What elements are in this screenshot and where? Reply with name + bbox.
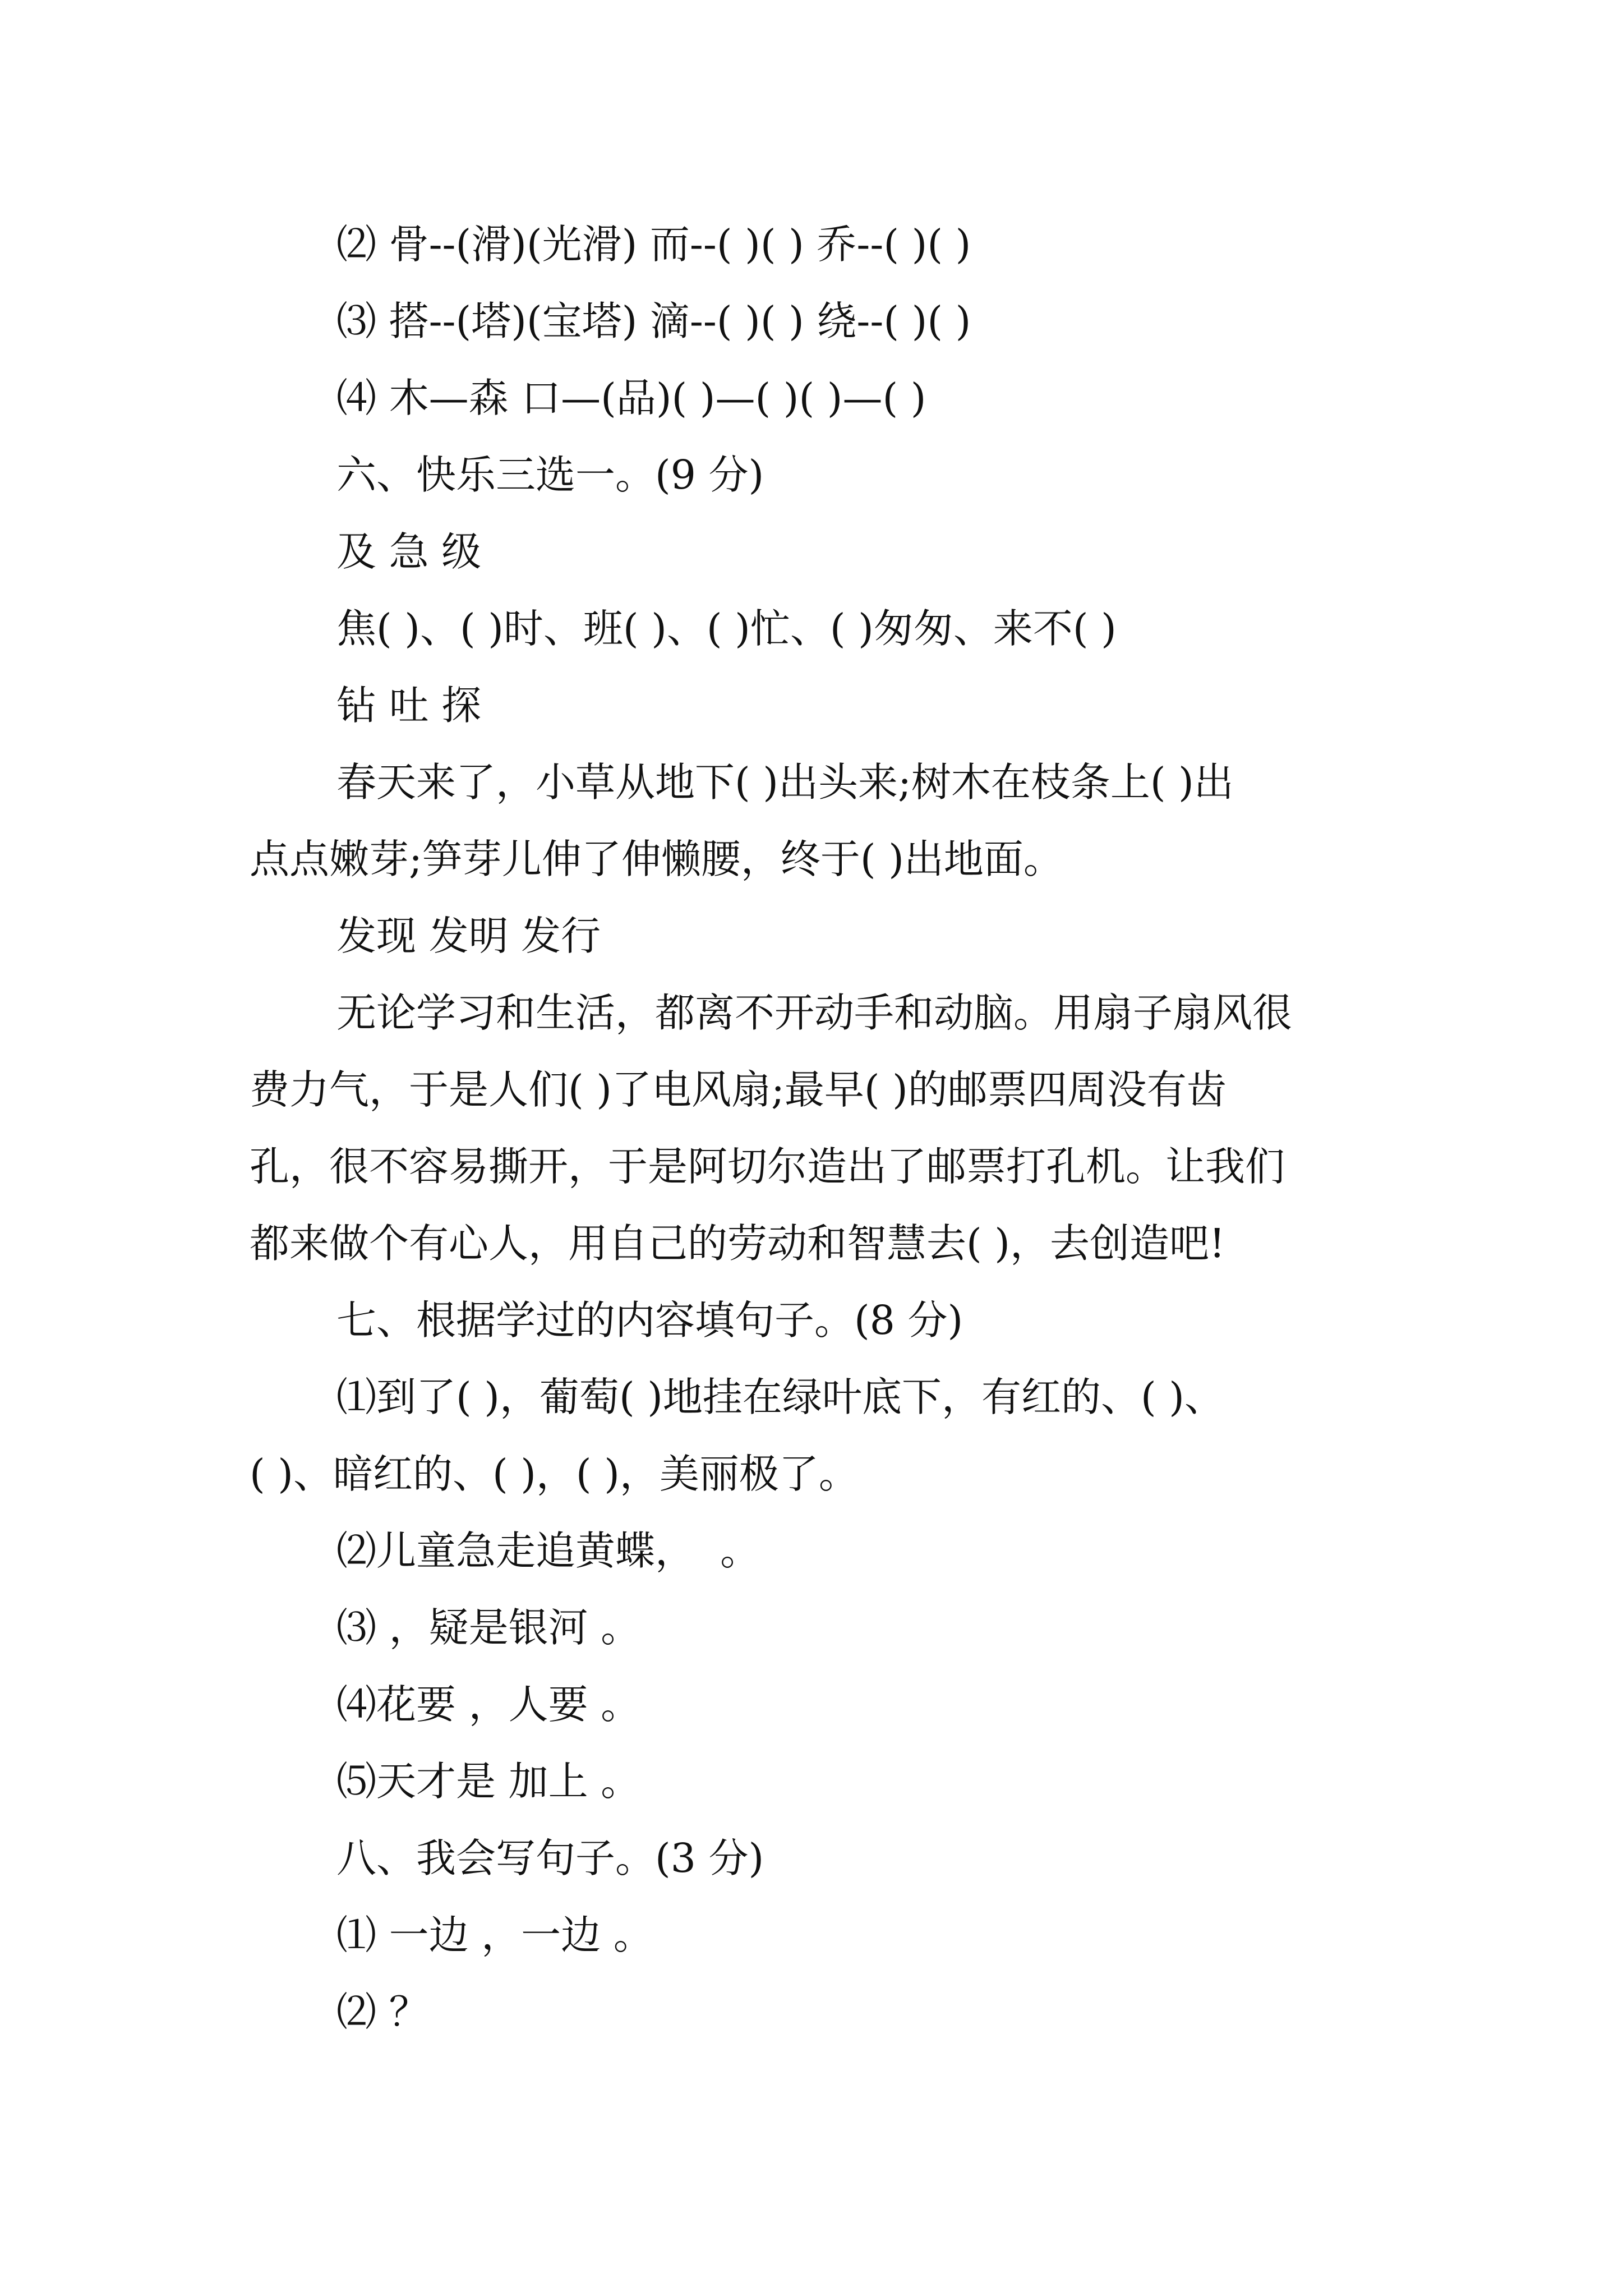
q5-item-2: ⑵ 骨--(滑)(光滑) 而--( )( ) 乔--( )( ) <box>336 221 971 268</box>
paragraph-3-line-1: 无论学习和生活，都离不开动手和动脑。用扇子扇风很 <box>336 990 1293 1036</box>
paragraph-3-line-2: 费力气，于是人们( )了电风扇;最早( )的邮票四周没有齿 <box>250 1066 1227 1113</box>
q8-item-2: ⑵ ？ <box>336 1989 429 2035</box>
paragraph-2-line-2: 点点嫩芽;笋芽儿伸了伸懒腰，终于( )出地面。 <box>250 836 1063 882</box>
q7-item-2: ⑵儿童急走追黄蝶， 。 <box>336 1527 760 1574</box>
paragraph-3-line-3: 孔，很不容易撕开，于是阿切尔造出了邮票打孔机。让我们 <box>250 1143 1285 1190</box>
section-7-heading: 七、根据学过的内容填句子。(8 分) <box>336 1297 963 1343</box>
section-8-heading: 八、我会写句子。(3 分) <box>336 1835 764 1881</box>
word-choices-3: 发现 发明 发行 <box>336 913 601 959</box>
q7-item-5: ⑸天才是 加上 。 <box>336 1758 641 1805</box>
paragraph-2-line-1: 春天来了，小草从地下( )出头来;树木在枝条上( )出 <box>336 759 1234 806</box>
q8-item-1: ⑴ 一边 ，一边 。 <box>336 1912 653 1958</box>
q7-item-3: ⑶ ，疑是银河 。 <box>336 1604 641 1651</box>
word-choices-2: 钻 吐 探 <box>336 682 482 729</box>
q5-item-4: ⑷ 木—森 口—(品)( )—( )( )—( ) <box>336 375 926 421</box>
section-6-heading: 六、快乐三选一。(9 分) <box>336 452 764 498</box>
fill-blank-1: 焦( )、( )时、班( )、( )忙、( )匆匆、来不( ) <box>336 605 1117 652</box>
q7-item-4: ⑷花要 ，人要 。 <box>336 1681 641 1728</box>
q5-item-3: ⑶ 搭--(塔)(宝塔) 滴--( )( ) 绕--( )( ) <box>336 298 971 344</box>
q7-item-1-line-1: ⑴到了( )，葡萄( )地挂在绿叶底下，有红的、( )、 <box>336 1374 1224 1420</box>
word-choices-1: 及 急 级 <box>336 528 482 575</box>
paragraph-3-line-4: 都来做个有心人，用自己的劳动和智慧去( )，去创造吧! <box>250 1220 1225 1267</box>
q7-item-1-line-2: ( )、暗红的、( )，( )，美丽极了。 <box>250 1451 859 1497</box>
